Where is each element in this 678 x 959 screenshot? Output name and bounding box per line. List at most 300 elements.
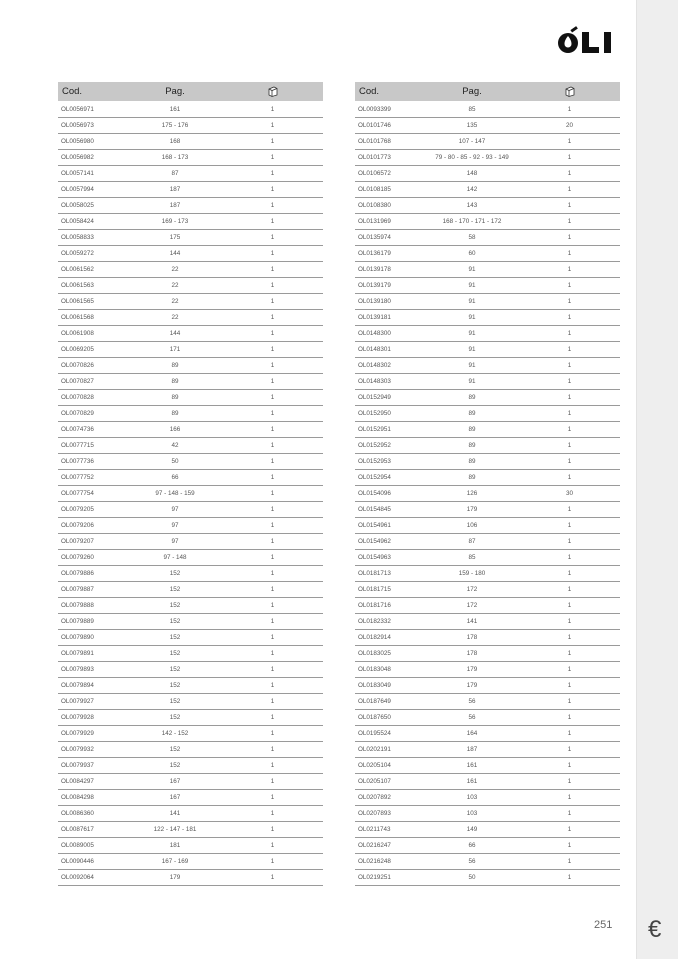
cell-page: 135 [425,118,519,134]
cell-quantity: 1 [222,134,323,150]
table-row [355,454,620,470]
table-row [58,774,323,790]
cell-code: OL0077754 [58,486,128,502]
table-row [58,326,323,342]
cell-quantity: 1 [222,790,323,806]
cell-code: OL0187649 [355,694,425,710]
table-row [58,566,323,582]
table-row [355,758,620,774]
cell-code: OL0059272 [58,246,128,262]
table-row [58,390,323,406]
table-row [58,310,323,326]
table-row [355,262,620,278]
cell-quantity: 1 [519,326,620,342]
cell-page: 97 [128,518,222,534]
cell-quantity: 1 [222,326,323,342]
table-row [355,678,620,694]
cell-quantity: 1 [519,742,620,758]
cell-code: OL0079929 [58,726,128,742]
cell-page: 161 [425,758,519,774]
cell-code: OL0182914 [355,630,425,646]
cell-quantity: 1 [519,454,620,470]
cell-quantity: 1 [519,774,620,790]
cell-page: 66 [425,838,519,854]
cell-page: 152 [128,630,222,646]
cell-code: OL0070826 [58,358,128,374]
table-row [355,214,620,230]
cell-page: 103 [425,790,519,806]
cell-page: 89 [128,358,222,374]
cell-code: OL0090446 [58,854,128,870]
cell-code: OL0086360 [58,806,128,822]
cell-code: OL0219251 [355,870,425,886]
cell-page: 91 [425,278,519,294]
cell-page: 168 [128,134,222,150]
table-row [355,230,620,246]
cell-quantity: 1 [222,246,323,262]
table-row [355,102,620,118]
table-row [58,406,323,422]
table-row [58,710,323,726]
cell-page: 171 [128,342,222,358]
cell-code: OL0195524 [355,726,425,742]
cell-page: 91 [425,310,519,326]
table-row [58,486,323,502]
table-row [355,294,620,310]
table-row [355,182,620,198]
cell-quantity: 1 [519,502,620,518]
cell-page: 22 [128,310,222,326]
table-row [58,726,323,742]
cell-code: OL0148302 [355,358,425,374]
table-row [355,118,620,134]
cell-page: 152 [128,710,222,726]
table-row [58,102,323,118]
table-row [355,726,620,742]
table-row [58,678,323,694]
cell-code: OL0108380 [355,198,425,214]
cell-code: OL0079206 [58,518,128,534]
cell-quantity: 1 [519,342,620,358]
cell-page: 60 [425,246,519,262]
cell-page: 187 [128,198,222,214]
cell-page: 97 - 148 [128,550,222,566]
cell-code: OL0061565 [58,294,128,310]
cell-quantity: 1 [222,758,323,774]
table-row [355,374,620,390]
table-row [58,822,323,838]
cell-page: 164 [425,726,519,742]
cell-page: 91 [425,374,519,390]
cell-code: OL0079889 [58,614,128,630]
cell-page: 181 [128,838,222,854]
cell-code: OL0187650 [355,710,425,726]
table-row [58,198,323,214]
table-row [355,342,620,358]
cell-page: 87 [128,166,222,182]
table-row [355,870,620,886]
cell-page: 161 [128,102,222,118]
cell-code: OL0058424 [58,214,128,230]
table-row [58,470,323,486]
cell-quantity: 1 [222,390,323,406]
table-row [58,694,323,710]
cell-quantity: 1 [519,134,620,150]
cell-quantity: 1 [519,182,620,198]
table-row [355,326,620,342]
cell-quantity: 1 [519,214,620,230]
table-row [58,246,323,262]
cell-code: OL0152953 [355,454,425,470]
cell-code: OL0148303 [355,374,425,390]
cell-page: 79 - 80 - 85 - 92 - 93 - 149 [425,150,519,166]
cell-code: OL0070829 [58,406,128,422]
right-sidebar-strip [636,0,678,959]
cell-code: OL0079937 [58,758,128,774]
cell-quantity: 1 [519,582,620,598]
cell-code: OL0077736 [58,454,128,470]
table-row [355,278,620,294]
cell-page: 178 [425,630,519,646]
cell-quantity: 1 [222,374,323,390]
cell-quantity: 1 [222,502,323,518]
cell-quantity: 1 [519,390,620,406]
cell-quantity: 1 [222,550,323,566]
table-row [355,790,620,806]
cell-quantity: 1 [519,470,620,486]
cell-quantity: 1 [222,582,323,598]
cell-quantity: 1 [222,182,323,198]
cell-code: OL0202191 [355,742,425,758]
cell-page: 169 - 173 [128,214,222,230]
cell-code: OL0154096 [355,486,425,502]
cell-code: OL0079891 [58,646,128,662]
cell-page: 152 [128,662,222,678]
cell-page: 50 [425,870,519,886]
cell-page: 148 [425,166,519,182]
cell-code: OL0154962 [355,534,425,550]
cell-code: OL0077752 [58,470,128,486]
cell-code: OL0089005 [58,838,128,854]
table-row [58,134,323,150]
cell-quantity: 1 [519,262,620,278]
cell-quantity: 1 [222,694,323,710]
cell-quantity: 1 [222,614,323,630]
cell-quantity: 1 [519,294,620,310]
cell-quantity: 1 [519,550,620,566]
cell-page: 166 [128,422,222,438]
cell-page: 89 [425,406,519,422]
cell-code: OL0074736 [58,422,128,438]
cell-quantity: 1 [222,806,323,822]
cell-page: 142 [425,182,519,198]
header-code: Cod. [58,82,128,102]
table-row [58,262,323,278]
cell-quantity: 1 [519,614,620,630]
cell-page: 187 [128,182,222,198]
table-row [355,150,620,166]
cell-quantity: 1 [519,374,620,390]
cell-code: OL0079932 [58,742,128,758]
cell-code: OL0183048 [355,662,425,678]
cell-code: OL0106572 [355,166,425,182]
cell-page: 89 [128,390,222,406]
cell-quantity: 1 [519,630,620,646]
cell-page: 141 [128,806,222,822]
table-row [355,822,620,838]
cell-page: 85 [425,550,519,566]
cell-code: OL0079928 [58,710,128,726]
cell-code: OL0183025 [355,646,425,662]
header-quantity [222,82,323,102]
cell-code: OL0056982 [58,150,128,166]
cell-page: 142 - 152 [128,726,222,742]
cell-quantity: 1 [519,870,620,886]
cell-page: 152 [128,678,222,694]
cell-page: 167 [128,774,222,790]
table-row [58,630,323,646]
cell-code: OL0207892 [355,790,425,806]
cell-page: 91 [425,294,519,310]
cell-page: 144 [128,326,222,342]
table-row [58,742,323,758]
cell-page: 89 [128,374,222,390]
table-row [58,454,323,470]
cell-code: OL0108185 [355,182,425,198]
table-row [355,838,620,854]
cell-page: 141 [425,614,519,630]
cell-code: OL0061908 [58,326,128,342]
table-row [355,582,620,598]
cell-code: OL0152952 [355,438,425,454]
cell-code: OL0139179 [355,278,425,294]
cell-quantity: 1 [519,518,620,534]
cell-quantity: 1 [519,646,620,662]
cell-page: 122 - 147 - 181 [128,822,222,838]
cell-quantity: 1 [222,438,323,454]
cell-quantity: 1 [519,694,620,710]
table-row [355,422,620,438]
cell-quantity: 1 [519,438,620,454]
cell-page: 168 - 173 [128,150,222,166]
cell-quantity: 1 [519,278,620,294]
cell-quantity: 1 [222,150,323,166]
cell-code: OL0154961 [355,518,425,534]
table-row [355,406,620,422]
cell-page: 89 [128,406,222,422]
cell-code: OL0139178 [355,262,425,278]
cell-page: 87 [425,534,519,550]
table-row [58,598,323,614]
cell-quantity: 1 [519,358,620,374]
cell-page: 178 [425,646,519,662]
cell-page: 97 [128,502,222,518]
cell-quantity: 1 [222,294,323,310]
oli-logo [556,26,620,58]
cell-quantity: 1 [222,518,323,534]
cell-page: 152 [128,694,222,710]
cell-page: 89 [425,470,519,486]
cell-page: 152 [128,646,222,662]
cell-code: OL0058833 [58,230,128,246]
table-row [355,614,620,630]
cell-code: OL0079260 [58,550,128,566]
cell-code: OL0139181 [355,310,425,326]
cell-quantity: 1 [222,454,323,470]
table-header-row [355,82,620,102]
cell-code: OL0070827 [58,374,128,390]
parts-table-right [355,82,620,886]
cell-quantity: 1 [222,230,323,246]
header-page: Pag. [128,82,222,102]
cell-code: OL0079888 [58,598,128,614]
cell-page: 107 - 147 [425,134,519,150]
table-row [355,630,620,646]
cell-code: OL0084297 [58,774,128,790]
cell-page: 143 [425,198,519,214]
table-row [355,198,620,214]
cell-quantity: 1 [222,726,323,742]
table-row [58,758,323,774]
cell-quantity: 1 [222,214,323,230]
table-row [355,134,620,150]
table-row [355,662,620,678]
table-row [58,838,323,854]
cell-page: 159 - 180 [425,566,519,582]
table-row [58,870,323,886]
cell-code: OL0136179 [355,246,425,262]
cell-page: 168 - 170 - 171 - 172 [425,214,519,230]
cell-quantity: 1 [222,678,323,694]
table-row [58,294,323,310]
cell-code: OL0205104 [355,758,425,774]
cell-code: OL0154845 [355,502,425,518]
cell-code: OL0148300 [355,326,425,342]
cell-page: 89 [425,454,519,470]
table-row [355,694,620,710]
cell-page: 91 [425,342,519,358]
cell-quantity: 1 [222,662,323,678]
cell-page: 179 [425,678,519,694]
cell-code: OL0152950 [355,406,425,422]
cell-code: OL0205107 [355,774,425,790]
cell-code: OL0152954 [355,470,425,486]
cell-page: 152 [128,582,222,598]
cell-quantity: 1 [519,102,620,118]
cell-code: OL0207893 [355,806,425,822]
cell-quantity: 1 [222,470,323,486]
cell-quantity: 1 [222,630,323,646]
cell-code: OL0101746 [355,118,425,134]
cell-quantity: 1 [519,406,620,422]
cell-page: 175 - 176 [128,118,222,134]
cell-quantity: 1 [222,822,323,838]
cell-quantity: 1 [519,166,620,182]
cell-code: OL0061568 [58,310,128,326]
cell-quantity: 1 [519,662,620,678]
table-row [355,646,620,662]
cell-quantity: 1 [519,710,620,726]
cell-code: OL0216248 [355,854,425,870]
table-row [58,534,323,550]
table-row [58,854,323,870]
cell-quantity: 1 [519,230,620,246]
cell-page: 179 [128,870,222,886]
cell-page: 22 [128,262,222,278]
table-row [58,806,323,822]
table-row [355,358,620,374]
cell-code: OL0056971 [58,102,128,118]
cell-quantity: 1 [222,710,323,726]
cell-page: 58 [425,230,519,246]
cell-quantity: 1 [222,406,323,422]
table-row [58,166,323,182]
package-quantity-icon [268,86,278,97]
table-row [355,518,620,534]
table-row [355,486,620,502]
cell-code: OL0079894 [58,678,128,694]
cell-code: OL0079890 [58,630,128,646]
cell-quantity: 1 [519,534,620,550]
cell-quantity: 1 [222,534,323,550]
cell-code: OL0216247 [355,838,425,854]
cell-page: 179 [425,662,519,678]
table-row [355,742,620,758]
cell-code: OL0092064 [58,870,128,886]
table-row [355,310,620,326]
header-code: Cod. [355,82,425,102]
table-row [355,470,620,486]
cell-page: 144 [128,246,222,262]
table-row [58,662,323,678]
table-row [355,550,620,566]
table-row [355,166,620,182]
cell-page: 56 [425,854,519,870]
cell-page: 161 [425,774,519,790]
cell-code: OL0135974 [355,230,425,246]
table-row [58,582,323,598]
cell-quantity: 1 [222,198,323,214]
cell-page: 91 [425,262,519,278]
cell-quantity: 1 [222,310,323,326]
table-row [355,534,620,550]
cell-code: OL0061563 [58,278,128,294]
cell-page: 42 [128,438,222,454]
table-row [58,118,323,134]
cell-page: 152 [128,758,222,774]
cell-quantity: 1 [519,758,620,774]
table-row [355,246,620,262]
cell-code: OL0211743 [355,822,425,838]
table-row [355,806,620,822]
cell-page: 22 [128,278,222,294]
cell-quantity: 1 [222,166,323,182]
cell-quantity: 1 [222,566,323,582]
cell-quantity: 1 [519,150,620,166]
cell-code: OL0057994 [58,182,128,198]
header-quantity [519,82,620,102]
cell-code: OL0056973 [58,118,128,134]
cell-code: OL0057141 [58,166,128,182]
cell-page: 103 [425,806,519,822]
cell-quantity: 1 [222,854,323,870]
table-row [355,774,620,790]
cell-quantity: 20 [519,118,620,134]
cell-quantity: 1 [519,198,620,214]
cell-page: 91 [425,326,519,342]
cell-page: 85 [425,102,519,118]
cell-quantity: 1 [519,822,620,838]
